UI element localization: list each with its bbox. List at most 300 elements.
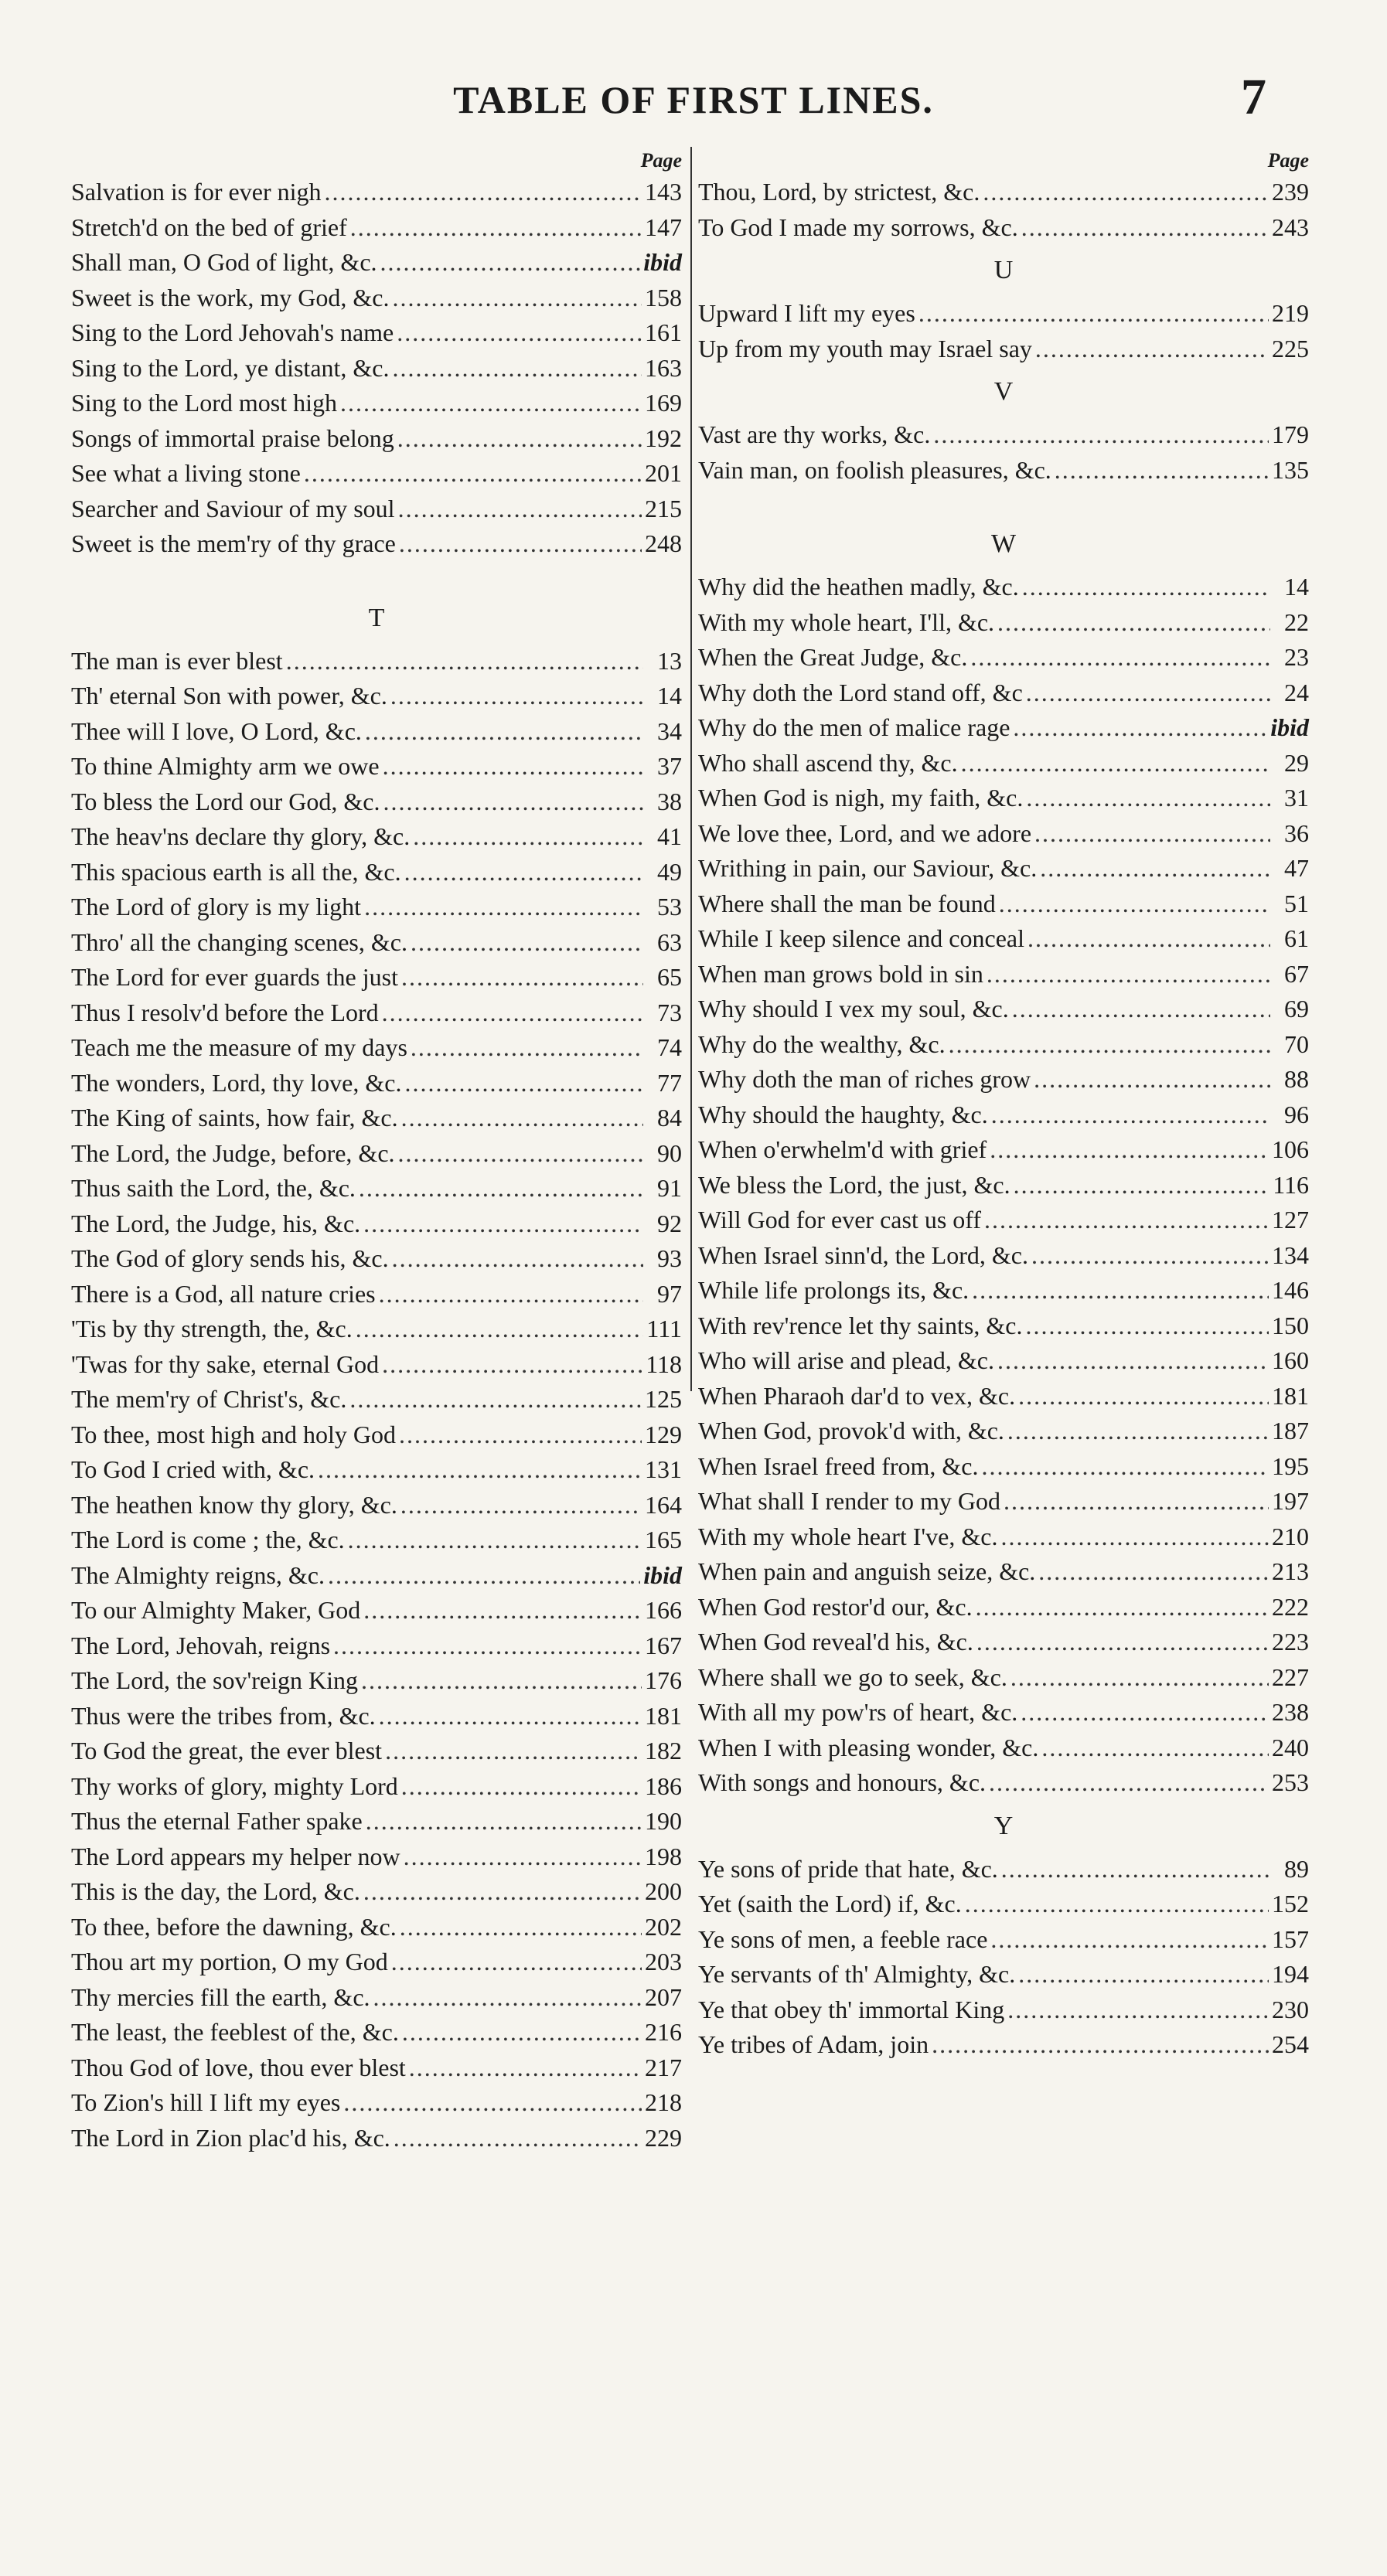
- dot-leader: [949, 1027, 1270, 1063]
- index-entry: [71, 421, 682, 457]
- index-entry: [698, 781, 1309, 816]
- page-header: [0, 69, 1387, 131]
- entry-page-number: 213: [1272, 1557, 1309, 1585]
- dot-leader: [350, 210, 642, 246]
- dot-leader: [999, 886, 1270, 922]
- entry-page-number: 187: [1272, 1417, 1309, 1445]
- entry-first-line: While I keep silence and conceal: [698, 924, 1024, 952]
- y-entries: [698, 1852, 1309, 2063]
- entry-first-line: The God of glory sends his, &c.: [71, 1244, 389, 1272]
- dot-leader: [918, 296, 1269, 332]
- dot-leader: [402, 2015, 642, 2050]
- entry-page-number: 13: [657, 646, 682, 675]
- entry-page-number: 38: [657, 787, 682, 815]
- entry-page-number: 14: [1284, 573, 1309, 601]
- entry-first-line: Thus I resolv'd before the Lord: [71, 998, 379, 1026]
- index-entry: [698, 332, 1309, 367]
- entry-page-number: 240: [1272, 1733, 1309, 1761]
- dot-leader: [411, 925, 643, 961]
- entry-page-number: 243: [1272, 213, 1309, 241]
- entry-first-line: With my whole heart I've, &c.: [698, 1522, 998, 1550]
- entry-page-number: 134: [1272, 1240, 1309, 1269]
- entry-page-number: 203: [645, 1948, 682, 1975]
- dot-leader: [1026, 781, 1270, 816]
- entry-page-number: 163: [645, 353, 682, 382]
- dot-leader: [392, 1241, 643, 1277]
- entry-page-number: 239: [1272, 178, 1309, 206]
- index-entry: [698, 1695, 1309, 1730]
- dot-leader: [363, 1206, 643, 1242]
- dot-leader: [932, 2027, 1269, 2063]
- entry-page-number: 202: [645, 1912, 682, 1941]
- entry-page-number: 90: [657, 1138, 682, 1167]
- entry-page-number: 176: [645, 1666, 682, 1694]
- entry-first-line: Thee will I love, O Lord, &c.: [71, 716, 362, 745]
- entry-first-line: Shall man, O God of light, &c.: [71, 248, 377, 276]
- dot-leader: [365, 714, 643, 750]
- index-entry: [71, 784, 682, 820]
- entry-page-number: 218: [645, 2088, 682, 2116]
- entry-first-line: The Lord is come ; the, &c.: [71, 1526, 345, 1553]
- dot-leader: [373, 1980, 642, 2016]
- entry-first-line: See what a living stone: [71, 459, 301, 487]
- dot-leader: [990, 1922, 1269, 1958]
- index-entry: [71, 281, 682, 316]
- dot-leader: [976, 1625, 1269, 1660]
- entry-first-line: Songs of immortal praise belong: [71, 424, 394, 452]
- entry-page-number: 84: [657, 1104, 682, 1131]
- index-entry: [71, 175, 682, 210]
- entry-first-line: The King of saints, how fair, &c.: [71, 1104, 398, 1131]
- entry-page-number: 129: [645, 1420, 682, 1448]
- entry-page-number: 179: [1272, 420, 1309, 448]
- entry-page-number: 65: [657, 963, 682, 991]
- dot-leader: [1001, 1852, 1270, 1887]
- entry-page-number: 190: [645, 1807, 682, 1835]
- entry-first-line: With my whole heart, I'll, &c.: [698, 607, 995, 636]
- entry-first-line: Ye tribes of Adam, join: [698, 2030, 929, 2058]
- entry-first-line: Ye that obey th' immortal King: [698, 1995, 1005, 2023]
- entry-page-number: ibid: [643, 1560, 682, 1589]
- entry-page-number: 197: [1272, 1487, 1309, 1515]
- dot-leader: [400, 1488, 642, 1523]
- entry-page-number: 143: [645, 178, 682, 206]
- index-entry: [71, 456, 682, 492]
- dot-leader: [1007, 1414, 1269, 1449]
- entry-page-number: 160: [1272, 1346, 1309, 1374]
- entry-first-line: Searcher and Saviour of my soul: [71, 494, 395, 522]
- entry-first-line: The heathen know thy glory, &c.: [71, 1490, 397, 1519]
- dot-leader: [398, 492, 642, 527]
- entry-first-line: The heav'ns declare thy glory, &c.: [71, 822, 411, 850]
- dot-leader: [981, 1449, 1269, 1485]
- entry-page-number: 217: [645, 2053, 682, 2081]
- index-entry: [71, 1488, 682, 1523]
- index-entry: [698, 1590, 1309, 1625]
- dot-leader: [390, 679, 643, 714]
- section-letter-y: Y: [993, 1811, 1014, 1840]
- index-entry: [71, 644, 682, 679]
- entry-first-line: We bless the Lord, the just, &c.: [698, 1170, 1010, 1199]
- index-entry: [71, 960, 682, 995]
- entry-page-number: 200: [645, 1877, 682, 1905]
- entry-first-line: When the Great Judge, &c.: [698, 643, 968, 671]
- index-entry: [71, 890, 682, 925]
- dot-leader: [380, 245, 641, 281]
- entry-page-number: 215: [645, 494, 682, 522]
- entry-first-line: Writhing in pain, our Saviour, &c.: [698, 854, 1038, 882]
- index-entry: [71, 749, 682, 784]
- index-entry: [698, 1132, 1309, 1168]
- dot-leader: [1000, 1519, 1269, 1555]
- entry-first-line: Thro' all the changing scenes, &c.: [71, 927, 407, 956]
- dot-leader: [970, 640, 1270, 675]
- page-number: 7: [1241, 69, 1266, 125]
- entry-first-line: This spacious earth is all the, &c.: [71, 857, 401, 886]
- entry-page-number: 34: [657, 716, 682, 745]
- entry-first-line: Who shall ascend thy, &c.: [698, 748, 958, 777]
- entry-first-line: When pain and anguish seize, &c.: [698, 1557, 1036, 1585]
- index-entry: [71, 315, 682, 351]
- index-entry: [698, 1273, 1309, 1308]
- entry-page-number: 88: [1284, 1065, 1309, 1093]
- dot-leader: [1034, 816, 1270, 852]
- entry-page-number: 216: [645, 2018, 682, 2046]
- entry-first-line: We love thee, Lord, and we adore: [698, 818, 1032, 847]
- index-entry: [71, 819, 682, 855]
- entry-first-line: When Israel sinn'd, the Lord, &c.: [698, 1240, 1028, 1269]
- entry-first-line: The wonders, Lord, thy love, &c.: [71, 1068, 402, 1097]
- entry-first-line: Will God for ever cast us off: [698, 1206, 982, 1234]
- index-entry: [698, 453, 1309, 488]
- index-entry: [698, 1308, 1309, 1344]
- index-entry: [71, 526, 682, 562]
- index-entry: [71, 925, 682, 961]
- entry-first-line: The Lord appears my helper now: [71, 1842, 400, 1870]
- dot-leader: [933, 417, 1269, 453]
- entry-page-number: 161: [645, 318, 682, 346]
- entry-first-line: Sing to the Lord Jehovah's name: [71, 318, 394, 346]
- index-entry: [698, 1343, 1309, 1379]
- index-entry: [698, 957, 1309, 992]
- dot-leader: [363, 1874, 642, 1910]
- dot-leader: [987, 957, 1270, 992]
- entry-page-number: 36: [1284, 818, 1309, 847]
- index-entry: [71, 1206, 682, 1242]
- dot-leader: [359, 1171, 643, 1206]
- entry-first-line: The Lord in Zion plac'd his, &c.: [71, 2123, 390, 2152]
- dot-leader: [366, 1804, 642, 1839]
- dot-leader: [401, 1769, 642, 1805]
- index-entry: [698, 710, 1309, 746]
- entry-page-number: 37: [657, 752, 682, 780]
- right-column: [698, 147, 1309, 2063]
- entry-page-number: 157: [1272, 1924, 1309, 1953]
- entry-page-number: 53: [657, 893, 682, 920]
- entry-page-number: 93: [657, 1244, 682, 1272]
- index-entry: [698, 1027, 1309, 1063]
- index-entry: [698, 640, 1309, 675]
- entry-page-number: 192: [645, 424, 682, 452]
- entry-first-line: Where shall the man be found: [698, 889, 996, 917]
- entry-first-line: To thee, most high and holy God: [71, 1420, 396, 1448]
- dot-leader: [976, 1590, 1269, 1625]
- dot-leader: [1007, 1992, 1269, 2028]
- entry-first-line: Why doth the Lord stand off, &c: [698, 678, 1023, 706]
- dot-leader: [409, 2050, 642, 2086]
- entry-page-number: 169: [645, 389, 682, 417]
- dot-leader: [383, 784, 643, 820]
- entry-page-number: 147: [645, 213, 682, 241]
- entry-page-number: 92: [657, 1209, 682, 1237]
- index-entry: [698, 816, 1309, 852]
- dot-leader: [997, 1343, 1269, 1379]
- entry-page-number: 67: [1284, 959, 1309, 988]
- page-title: TABLE OF FIRST LINES.: [453, 78, 934, 121]
- dot-leader: [399, 526, 642, 562]
- dot-leader: [1013, 710, 1267, 746]
- entry-page-number: ibid: [643, 248, 682, 276]
- index-entry: [71, 2085, 682, 2121]
- entry-page-number: 63: [657, 927, 682, 956]
- entry-first-line: Why doth the man of riches grow: [698, 1065, 1031, 1093]
- dot-leader: [401, 1101, 643, 1136]
- dot-leader: [382, 995, 643, 1031]
- entry-first-line: Thou God of love, thou ever blest: [71, 2053, 406, 2081]
- index-entry: [71, 492, 682, 527]
- entry-page-number: 73: [657, 998, 682, 1026]
- entry-page-number: 167: [645, 1631, 682, 1659]
- entry-first-line: Ye sons of men, a feeble race: [698, 1924, 988, 1953]
- index-entry: [698, 1238, 1309, 1274]
- entry-first-line: Sweet is the mem'ry of thy grace: [71, 529, 396, 557]
- dot-leader: [333, 1628, 642, 1664]
- dot-leader: [401, 960, 643, 995]
- dot-leader: [983, 175, 1269, 210]
- dot-leader: [1026, 675, 1270, 711]
- index-entry: [698, 417, 1309, 453]
- index-entry: [698, 296, 1309, 332]
- dot-leader: [990, 1132, 1269, 1168]
- dot-leader: [343, 2085, 642, 2121]
- entry-first-line: 'Twas for thy sake, eternal God: [71, 1349, 380, 1378]
- entry-first-line: With all my pow'rs of heart, &c.: [698, 1698, 1018, 1726]
- index-entry: [698, 1062, 1309, 1097]
- entry-first-line: Yet (saith the Lord) if, &c.: [698, 1890, 962, 1918]
- index-entry: [698, 675, 1309, 711]
- entry-page-number: 22: [1284, 607, 1309, 636]
- entry-first-line: Teach me the measure of my days: [71, 1033, 407, 1061]
- entry-page-number: 61: [1284, 924, 1309, 952]
- t-entries-continued: [698, 175, 1309, 245]
- dot-leader: [356, 1312, 643, 1347]
- entry-first-line: Who will arise and plead, &c.: [698, 1346, 994, 1374]
- entry-page-number: 194: [1272, 1960, 1309, 1988]
- entry-page-number: 186: [645, 1771, 682, 1800]
- dot-leader: [397, 421, 642, 457]
- entry-page-number: 135: [1272, 455, 1309, 484]
- entry-first-line: Thou, Lord, by strictest, &c.: [698, 178, 980, 206]
- dot-leader: [385, 1734, 642, 1769]
- index-entry: [71, 1171, 682, 1206]
- entry-page-number: 181: [1272, 1381, 1309, 1410]
- index-entry: [698, 1379, 1309, 1414]
- dot-leader: [348, 1523, 642, 1558]
- entry-first-line: Sing to the Lord most high: [71, 389, 337, 417]
- entry-first-line: Salvation is for ever nigh: [71, 178, 322, 206]
- entry-first-line: Thus the eternal Father spake: [71, 1807, 363, 1835]
- entry-first-line: The Lord, the sov'reign King: [71, 1666, 359, 1694]
- entry-page-number: 201: [645, 459, 682, 487]
- entry-page-number: 227: [1272, 1662, 1309, 1691]
- index-entry: [698, 1203, 1309, 1238]
- dot-leader: [972, 1273, 1269, 1308]
- dot-leader: [1004, 1484, 1269, 1519]
- entry-first-line: When man grows bold in sin: [698, 959, 983, 988]
- index-entry: [698, 1992, 1309, 2028]
- index-entry: [71, 1523, 682, 1558]
- dot-leader: [404, 1066, 643, 1101]
- dot-leader: [383, 749, 643, 784]
- dot-leader: [394, 2121, 642, 2156]
- entry-first-line: To thee, before the dawning, &c.: [71, 1912, 397, 1941]
- index-entry: [71, 1628, 682, 1664]
- dot-leader: [404, 1839, 642, 1875]
- index-entry: [71, 679, 682, 714]
- index-entry: [698, 2027, 1309, 2063]
- entry-page-number: 111: [646, 1315, 682, 1342]
- index-entry: [698, 1519, 1309, 1555]
- entry-first-line: Thou art my portion, O my God: [71, 1948, 388, 1975]
- dot-leader: [1035, 332, 1269, 367]
- entry-first-line: When God is nigh, my faith, &c.: [698, 784, 1024, 812]
- dot-leader: [1010, 1660, 1269, 1696]
- dot-leader: [1034, 1062, 1270, 1097]
- left-column: [71, 147, 682, 2156]
- dot-leader: [1018, 1957, 1269, 1992]
- entry-page-number: 96: [1284, 1100, 1309, 1128]
- entry-first-line: Stretch'd on the bed of grief: [71, 213, 347, 241]
- entry-first-line: The Lord for ever guards the just: [71, 963, 398, 991]
- dot-leader: [398, 1136, 643, 1172]
- entry-first-line: To God I cried with, &c.: [71, 1455, 315, 1483]
- dot-leader: [1031, 1238, 1269, 1274]
- entry-page-number: 14: [657, 682, 682, 710]
- index-entry: [71, 1347, 682, 1383]
- entry-page-number: 198: [645, 1842, 682, 1870]
- dot-leader: [1041, 1730, 1269, 1766]
- entry-first-line: Where shall we go to seek, &c.: [698, 1662, 1007, 1691]
- index-entry: [71, 2015, 682, 2050]
- entry-page-number: 150: [1272, 1311, 1309, 1339]
- index-entry: [71, 1452, 682, 1488]
- dot-leader: [1012, 992, 1270, 1027]
- entry-page-number: 118: [646, 1349, 682, 1378]
- entry-first-line: With rev'rence let thy saints, &c.: [698, 1311, 1023, 1339]
- entry-first-line: Ye sons of pride that hate, &c.: [698, 1854, 998, 1883]
- entry-first-line: To Zion's hill I lift my eyes: [71, 2088, 341, 2116]
- section-letter-u: U: [993, 256, 1014, 284]
- entry-page-number: 253: [1272, 1768, 1309, 1796]
- entry-first-line: When I with pleasing wonder, &c.: [698, 1733, 1039, 1761]
- index-entry: [698, 1097, 1309, 1133]
- index-entry: [71, 1417, 682, 1453]
- entry-first-line: When God restor'd our, &c.: [698, 1592, 973, 1621]
- dot-leader: [340, 386, 642, 421]
- entry-first-line: The Lord, the Judge, before, &c.: [71, 1138, 395, 1167]
- page-column-label: Page: [1267, 149, 1309, 172]
- dot-leader: [399, 1417, 642, 1453]
- t-entries: [71, 644, 682, 2156]
- s-entries: [71, 175, 682, 562]
- entry-page-number: 222: [1272, 1592, 1309, 1621]
- dot-leader: [404, 855, 643, 890]
- dot-leader: [379, 1699, 642, 1734]
- entry-page-number: 127: [1272, 1206, 1309, 1234]
- entry-page-number: 69: [1284, 995, 1309, 1023]
- entry-page-number: 77: [657, 1068, 682, 1097]
- entry-first-line: Why did the heathen madly, &c.: [698, 573, 1019, 601]
- entry-first-line: Ye servants of th' Almighty, &c.: [698, 1960, 1016, 1988]
- entry-page-number: 47: [1284, 854, 1309, 882]
- entry-page-number: 165: [645, 1526, 682, 1553]
- entry-page-number: 225: [1272, 334, 1309, 362]
- entry-first-line: To our Almighty Maker, God: [71, 1596, 361, 1624]
- dot-leader: [1055, 453, 1269, 488]
- index-entry: [698, 1852, 1309, 1887]
- dot-leader: [304, 456, 642, 492]
- index-entry: [698, 1625, 1309, 1660]
- index-entry: [71, 245, 682, 281]
- dot-leader: [286, 644, 643, 679]
- entry-page-number: 230: [1272, 1995, 1309, 2023]
- index-entry: [71, 1030, 682, 1066]
- index-entry: [71, 1382, 682, 1417]
- dot-leader: [328, 1558, 640, 1594]
- index-entry: [71, 1312, 682, 1347]
- index-entry: [698, 851, 1309, 886]
- entry-first-line: When Pharaoh dar'd to vex, &c.: [698, 1381, 1016, 1410]
- index-entry: [71, 1980, 682, 2016]
- entry-first-line: Up from my youth may Israel say: [698, 334, 1032, 362]
- dot-leader: [349, 1382, 642, 1417]
- entry-page-number: 195: [1272, 1451, 1309, 1480]
- dot-leader: [1018, 1379, 1269, 1414]
- entry-page-number: ibid: [1270, 713, 1309, 741]
- dot-leader: [991, 1097, 1270, 1133]
- index-entry: [71, 1241, 682, 1277]
- entry-first-line: Thus saith the Lord, the, &c.: [71, 1174, 356, 1202]
- entry-first-line: Thy works of glory, mighty Lord: [71, 1771, 398, 1800]
- index-entry: [698, 570, 1309, 605]
- dot-leader: [363, 1593, 642, 1628]
- entry-page-number: 70: [1284, 1029, 1309, 1058]
- entry-page-number: 23: [1284, 643, 1309, 671]
- entry-first-line: Thy mercies fill the earth, &c.: [71, 1982, 370, 2011]
- index-entry: [71, 855, 682, 890]
- entry-page-number: 97: [657, 1279, 682, 1308]
- entry-page-number: 125: [645, 1385, 682, 1413]
- index-entry: [71, 1101, 682, 1136]
- entry-page-number: 131: [645, 1455, 682, 1483]
- entry-first-line: 'Tis by thy strength, the, &c.: [71, 1315, 353, 1342]
- index-entry: [71, 1910, 682, 1945]
- entry-page-number: 248: [645, 529, 682, 557]
- dot-leader: [961, 746, 1270, 781]
- entry-first-line: The Lord, the Judge, his, &c.: [71, 1209, 361, 1237]
- index-entry: [71, 1945, 682, 1980]
- entry-page-number: 152: [1272, 1890, 1309, 1918]
